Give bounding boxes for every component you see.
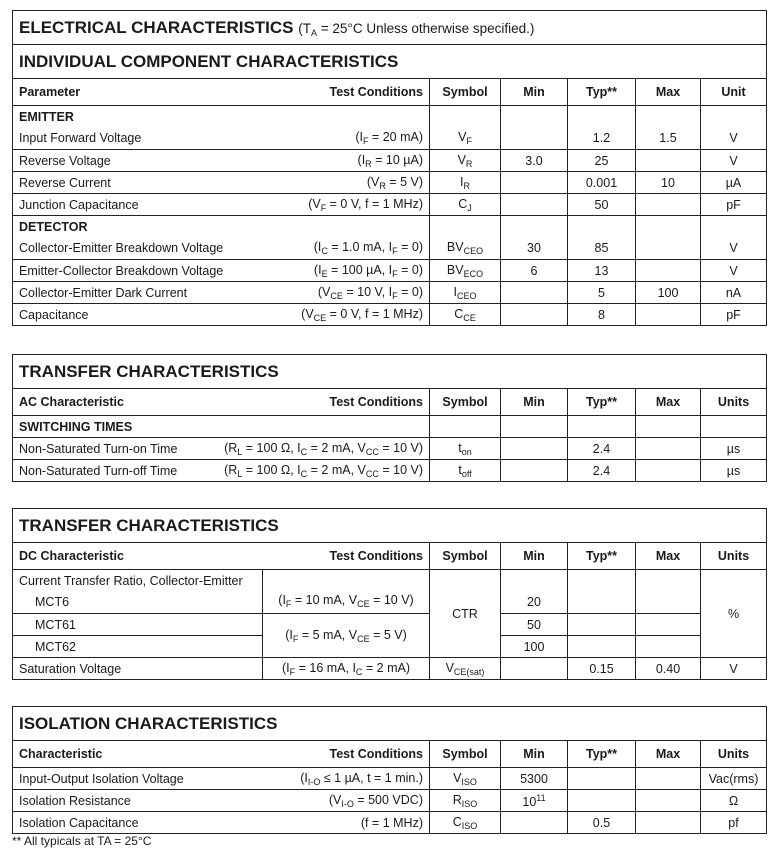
col-header-parameter: Parameter — [13, 79, 263, 106]
table-row: Capacitance ($V_{CE} = 0$ V, f = 1 MHz) $C_{CE}$ 8 pF — [13, 304, 767, 326]
electrical-title: ELECTRICAL CHARACTERISTICS ($T_A = 25^\circ C$ Unless otherwise specified.) — [13, 11, 767, 45]
transfer-dc-title: TRANSFER CHARACTERISTICS — [13, 509, 767, 543]
col-header-min: Min — [501, 741, 568, 768]
individual-component-table — [12, 10, 767, 326]
col-header-typ: Typ** — [568, 741, 636, 768]
col-header-min: Min — [501, 389, 568, 416]
col-header-dc-characteristic: DC Characteristic — [13, 543, 263, 570]
col-header-max: Max — [636, 543, 701, 570]
table-row: Emitter-Collector Breakdown Voltage ($I_E = 100$ µA, $I_F = 0$) $BV_{ECO}$ 6 13 V — [13, 260, 767, 282]
table-row: Input Forward Voltage ($I_F = 20$ mA) $V_F$ 1.2 1.5 V — [13, 128, 767, 150]
table-row: MCT61 ($I_F = 5$ mA, $V_{CE} = 5$ V) 50 — [13, 614, 767, 636]
transfer-ac-title-row — [13, 355, 767, 389]
individual-title: INDIVIDUAL COMPONENT CHARACTERISTICS — [13, 45, 767, 79]
col-header-test-conditions: Test Conditions — [263, 543, 430, 570]
transfer-dc-title-row — [13, 509, 767, 543]
section-label-switching-times: SWITCHING TIMES — [13, 416, 430, 438]
table-row: Junction Capacitance ($V_F = 0$ V, f = 1 MHz) $C_J$ 50 pF — [13, 194, 767, 216]
col-header-test-conditions: Test Conditions — [263, 79, 430, 106]
table-row: Non-Saturated Turn-on Time ($R_L = 100$ Ω, $I_C = 2$ mA, $V_{CC} = 10$ V) $t_{on}$ 2.4 µs — [13, 438, 767, 460]
table-header — [13, 543, 767, 570]
col-header-symbol: Symbol — [430, 543, 501, 570]
section-row-switching-times — [13, 416, 767, 438]
table-row: Reverse Current ($V_R = 5$ V) $I_R$ 0.001 10 µA — [13, 172, 767, 194]
col-header-units: Units — [701, 741, 767, 768]
table-row: MCT6 20 — [13, 592, 767, 614]
section-row-detector — [13, 216, 767, 238]
col-header-max: Max — [636, 79, 701, 106]
table-header — [13, 79, 767, 106]
table-row: Saturation Voltage ($I_F = 16$ mA, $I_C = 2$ mA) $V_{CE(sat)}$ 0.15 0.40 V — [13, 658, 767, 680]
col-header-symbol: Symbol — [430, 389, 501, 416]
col-header-typ: Typ** — [568, 79, 636, 106]
ctr-symbol: CTR — [430, 570, 501, 658]
table-header — [13, 389, 767, 416]
section-row-emitter — [13, 106, 767, 128]
table-row: MCT62 100 — [13, 636, 767, 658]
col-header-max: Max — [636, 389, 701, 416]
table-row: Reverse Voltage ($I_R = 10$ µA) $V_R$ 3.0 25 V — [13, 150, 767, 172]
col-header-typ: Typ** — [568, 543, 636, 570]
col-header-symbol: Symbol — [430, 79, 501, 106]
transfer-ac-title: TRANSFER CHARACTERISTICS — [13, 355, 767, 389]
col-header-test-conditions: Test Conditions — [263, 741, 430, 768]
ctr-unit: % — [701, 570, 767, 658]
ctr-label: Current Transfer Ratio, Collector-Emitter — [13, 570, 263, 592]
table-row: Non-Saturated Turn-off Time ($R_L = 100$ Ω, $I_C = 2$ mA, $V_{CC} = 10$ V) $t_{off}$ 2.4 µs — [13, 460, 767, 482]
isolation-title: ISOLATION CHARACTERISTICS — [13, 707, 767, 741]
transfer-dc-table — [12, 508, 767, 680]
isolation-table — [12, 706, 767, 834]
section-label-emitter: EMITTER — [13, 106, 430, 128]
table-row: Collector-Emitter Dark Current ($V_{CE} = 10$ V, $I_F = 0$) $I_{CEO}$ 5 100 nA — [13, 282, 767, 304]
col-header-symbol: Symbol — [430, 741, 501, 768]
col-header-ac-characteristic: AC Characteristic — [13, 389, 203, 416]
col-header-min: Min — [501, 79, 568, 106]
col-header-units: Units — [701, 389, 767, 416]
table-header — [13, 741, 767, 768]
section-label-detector: DETECTOR — [13, 216, 430, 238]
col-header-min: Min — [501, 543, 568, 570]
individual-title-row — [13, 45, 767, 79]
col-header-units: Units — [701, 543, 767, 570]
transfer-ac-table — [12, 354, 767, 482]
col-header-unit: Unit — [701, 79, 767, 106]
col-header-typ: Typ** — [568, 389, 636, 416]
col-header-characteristic: Characteristic — [13, 741, 263, 768]
ctr-label-row: Current Transfer Ratio, Collector-Emitter ($I_F = 10$ mA, $V_{CE} = 10$ V) CTR % — [13, 570, 767, 592]
table-row: Isolation Capacitance (f = 1 MHz) $C_{ISO}$ 0.5 pf — [13, 812, 767, 834]
electrical-title-row — [13, 11, 767, 45]
col-header-test-conditions: Test Conditions — [203, 389, 430, 416]
isolation-title-row — [13, 707, 767, 741]
table-row: Input-Output Isolation Voltage ($I_{I-O} \le 1$ µA, t = 1 min.) $V_{ISO}$ 5300 Vac(rms) — [13, 768, 767, 790]
table-row: Collector-Emitter Breakdown Voltage ($I_C = 1.0$ mA, $I_F = 0$) $BV_{CEO}$ 30 85 V — [13, 238, 767, 260]
col-header-max: Max — [636, 741, 701, 768]
footnote: ** All typicals at TA = 25°C — [12, 834, 152, 848]
table-row: Isolation Resistance ($V_{I-O} = 500$ VDC) $R_{ISO}$ $10^{11}$ Ω — [13, 790, 767, 812]
